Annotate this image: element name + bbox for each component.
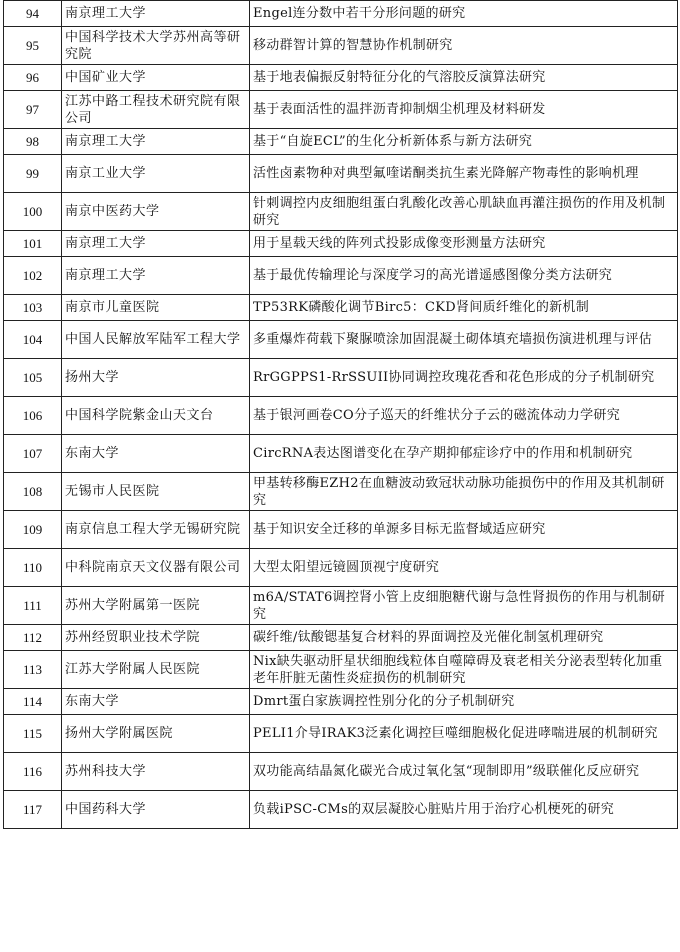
- institution-cell: 苏州经贸职业技术学院: [62, 625, 250, 651]
- project-title-cell: 碳纤维/钛酸锶基复合材料的界面调控及光催化制氢机理研究: [250, 625, 678, 651]
- row-number: 100: [4, 193, 62, 231]
- project-title-cell: CircRNA表达图谱变化在孕产期抑郁症诊疗中的作用和机制研究: [250, 435, 678, 473]
- institution-cell: 扬州大学附属医院: [62, 715, 250, 753]
- institution-cell: 扬州大学: [62, 359, 250, 397]
- row-number: 107: [4, 435, 62, 473]
- table-row: [4, 295, 678, 321]
- table-row: [4, 129, 678, 155]
- institution-cell: 东南大学: [62, 689, 250, 715]
- row-number: 98: [4, 129, 62, 155]
- institution-cell: 江苏中路工程技术研究院有限公司: [62, 91, 250, 129]
- table-row: [4, 257, 678, 295]
- table-row: [4, 435, 678, 473]
- table-row: [4, 91, 678, 129]
- row-number: 96: [4, 65, 62, 91]
- project-title-cell: 针刺调控内皮细胞组蛋白乳酸化改善心肌缺血再灌注损伤的作用及机制研究: [250, 193, 678, 231]
- project-title-cell: 移动群智计算的智慧协作机制研究: [250, 27, 678, 65]
- row-number: 117: [4, 791, 62, 829]
- table-row: [4, 231, 678, 257]
- table-row: [4, 625, 678, 651]
- institution-cell: 东南大学: [62, 435, 250, 473]
- institution-cell: 中科院南京天文仪器有限公司: [62, 549, 250, 587]
- project-title-cell: 甲基转移酶EZH2在血糖波动致冠状动脉功能损伤中的作用及其机制研究: [250, 473, 678, 511]
- institution-cell: 中国人民解放军陆军工程大学: [62, 321, 250, 359]
- table-row: [4, 473, 678, 511]
- table-row: [4, 1, 678, 27]
- table-row: [4, 753, 678, 791]
- project-title-cell: RrGGPPS1-RrSSUII协同调控玫瑰花香和花色形成的分子机制研究: [250, 359, 678, 397]
- project-title-cell: 基于知识安全迁移的单源多目标无监督域适应研究: [250, 511, 678, 549]
- projects-table: [3, 0, 678, 829]
- table-row: [4, 511, 678, 549]
- project-title-cell: TP53RK磷酸化调节Birc5：CKD肾间质纤维化的新机制: [250, 295, 678, 321]
- row-number: 112: [4, 625, 62, 651]
- institution-cell: 无锡市人民医院: [62, 473, 250, 511]
- institution-cell: 南京市儿童医院: [62, 295, 250, 321]
- project-title-cell: 基于“自旋ECL”的生化分析新体系与新方法研究: [250, 129, 678, 155]
- project-title-cell: 活性卤素物种对典型氟喹诺酮类抗生素光降解产物毒性的影响机理: [250, 155, 678, 193]
- institution-cell: 南京理工大学: [62, 257, 250, 295]
- institution-cell: 苏州大学附属第一医院: [62, 587, 250, 625]
- row-number: 95: [4, 27, 62, 65]
- row-number: 106: [4, 397, 62, 435]
- project-title-cell: Engel连分数中若干分形问题的研究: [250, 1, 678, 27]
- row-number: 111: [4, 587, 62, 625]
- institution-cell: 南京理工大学: [62, 1, 250, 27]
- row-number: 108: [4, 473, 62, 511]
- row-number: 102: [4, 257, 62, 295]
- table-row: [4, 65, 678, 91]
- institution-cell: 南京中医药大学: [62, 193, 250, 231]
- institution-cell: 南京理工大学: [62, 129, 250, 155]
- table-row: [4, 651, 678, 689]
- project-title-cell: 基于最优传输理论与深度学习的高光谱遥感图像分类方法研究: [250, 257, 678, 295]
- row-number: 104: [4, 321, 62, 359]
- row-number: 97: [4, 91, 62, 129]
- project-title-cell: 多重爆炸荷载下聚脲喷涂加固混凝土砌体填充墙损伤演进机理与评估: [250, 321, 678, 359]
- row-number: 101: [4, 231, 62, 257]
- row-number: 115: [4, 715, 62, 753]
- table-row: [4, 715, 678, 753]
- row-number: 113: [4, 651, 62, 689]
- institution-cell: 中国科学技术大学苏州高等研究院: [62, 27, 250, 65]
- table-row: [4, 549, 678, 587]
- row-number: 110: [4, 549, 62, 587]
- project-title-cell: 基于地表偏振反射特征分化的气溶胶反演算法研究: [250, 65, 678, 91]
- project-title-cell: 大型太阳望远镜圆顶视宁度研究: [250, 549, 678, 587]
- institution-cell: 南京工业大学: [62, 155, 250, 193]
- table-row: [4, 155, 678, 193]
- project-title-cell: 负载iPSC-CMs的双层凝胶心脏贴片用于治疗心机梗死的研究: [250, 791, 678, 829]
- project-title-cell: Nix缺失驱动肝星状细胞线粒体自噬障碍及衰老相关分泌表型转化加重老年肝脏无菌性炎症损伤的机制研究: [250, 651, 678, 689]
- table-row: [4, 689, 678, 715]
- row-number: 99: [4, 155, 62, 193]
- table-row: [4, 193, 678, 231]
- row-number: 105: [4, 359, 62, 397]
- project-title-cell: 基于银河画卷CO分子巡天的纤维状分子云的磁流体动力学研究: [250, 397, 678, 435]
- table-row: [4, 27, 678, 65]
- institution-cell: 南京信息工程大学无锡研究院: [62, 511, 250, 549]
- row-number: 103: [4, 295, 62, 321]
- row-number: 116: [4, 753, 62, 791]
- table-row: [4, 587, 678, 625]
- project-title-cell: PELI1介导IRAK3泛素化调控巨噬细胞极化促进哮喘进展的机制研究: [250, 715, 678, 753]
- table-row: [4, 359, 678, 397]
- institution-cell: 中国矿业大学: [62, 65, 250, 91]
- project-title-cell: Dmrt蛋白家族调控性别分化的分子机制研究: [250, 689, 678, 715]
- institution-cell: 中国药科大学: [62, 791, 250, 829]
- row-number: 114: [4, 689, 62, 715]
- row-number: 109: [4, 511, 62, 549]
- table-row: [4, 791, 678, 829]
- table-row: [4, 321, 678, 359]
- institution-cell: 南京理工大学: [62, 231, 250, 257]
- table-row: [4, 397, 678, 435]
- project-title-cell: 双功能高结晶氮化碳光合成过氧化氢“现制即用”级联催化反应研究: [250, 753, 678, 791]
- institution-cell: 苏州科技大学: [62, 753, 250, 791]
- row-number: 94: [4, 1, 62, 27]
- project-title-cell: m6A/STAT6调控肾小管上皮细胞糖代谢与急性肾损伤的作用与机制研究: [250, 587, 678, 625]
- project-title-cell: 基于表面活性的温拌沥青抑制烟尘机理及材料研发: [250, 91, 678, 129]
- institution-cell: 中国科学院紫金山天文台: [62, 397, 250, 435]
- institution-cell: 江苏大学附属人民医院: [62, 651, 250, 689]
- project-title-cell: 用于星载天线的阵列式投影成像变形测量方法研究: [250, 231, 678, 257]
